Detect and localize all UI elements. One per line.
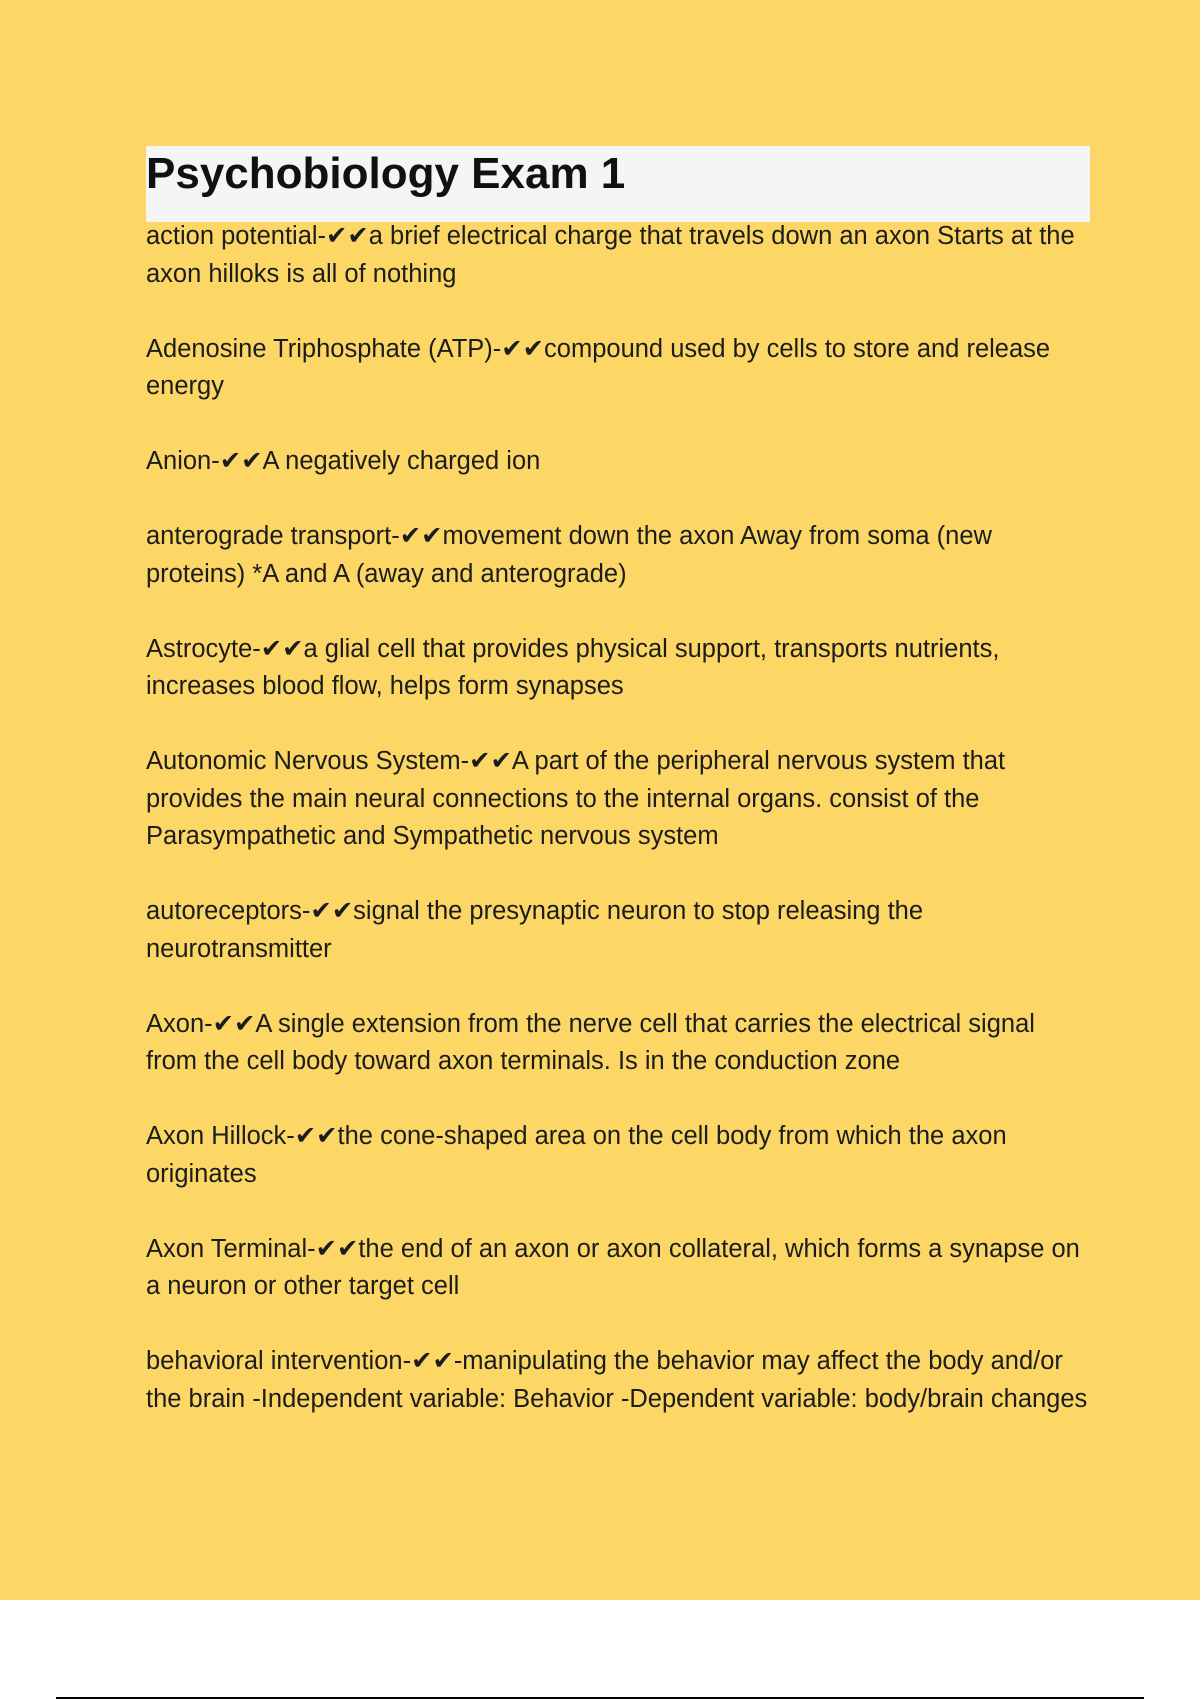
definition: a brief electrical charge that travels down an axon Starts at the axon hilloks is all of nothing — [146, 222, 1075, 288]
list-item — [146, 743, 1090, 856]
list-item — [146, 518, 1090, 593]
list-item — [146, 218, 1090, 293]
list-item — [146, 443, 1090, 481]
term: Autonomic Nervous System- — [146, 747, 470, 775]
term: anterograde transport- — [146, 522, 400, 550]
check-icon: ✔✔ — [501, 334, 545, 363]
list-item — [146, 631, 1090, 706]
term: Anion- — [146, 447, 220, 475]
definition: signal the presynaptic neuron to stop releasing the neurotransmitter — [146, 897, 924, 963]
term: Adenosine Triphosphate (ATP)- — [146, 334, 502, 363]
list-item — [146, 1006, 1090, 1081]
definition: -manipulating the behavior may affect the body and/or the brain -Independent variable: Behavior -Dependent variable: body/brain changes — [146, 1347, 1088, 1413]
flashcard-list — [146, 218, 1090, 1418]
definition: A part of the peripheral nervous system that provides the main neural connections to the internal organs. consist of the Parasympathetic and Sympathetic nervous system — [146, 747, 1006, 850]
definition: movement down the axon Away from soma (new proteins) *A and A (away and anterograde) — [146, 522, 992, 588]
term: Axon Hillock- — [146, 1122, 295, 1150]
list-item — [146, 893, 1090, 968]
definition: a glial cell that provides physical support, transports nutrients, increases blood flow, helps form synapses — [146, 634, 1000, 700]
definition: compound used by cells to store and release energy — [146, 334, 1051, 400]
term: action potential- — [146, 222, 327, 250]
footer-divider — [56, 1697, 1144, 1699]
check-icon: ✔✔ — [326, 222, 369, 250]
check-icon: ✔✔ — [212, 1009, 256, 1038]
check-icon: ✔✔ — [260, 634, 304, 663]
check-icon: ✔✔ — [411, 1347, 454, 1375]
check-icon: ✔✔ — [399, 522, 443, 550]
check-icon: ✔✔ — [310, 897, 354, 925]
check-icon: ✔✔ — [219, 447, 263, 475]
definition: A negatively charged ion — [262, 447, 541, 475]
list-item — [146, 331, 1090, 406]
list-item — [146, 1118, 1090, 1193]
check-icon: ✔✔ — [469, 747, 512, 775]
term: behavioral intervention- — [146, 1347, 412, 1375]
definition: the cone-shaped area on the cell body from which the axon originates — [146, 1122, 1007, 1188]
term: Astrocyte- — [146, 634, 261, 663]
document-title: Psychobiology Exam 1 — [146, 149, 626, 198]
list-item — [146, 1343, 1090, 1418]
list-item — [146, 1231, 1090, 1306]
term: Axon Terminal- — [146, 1234, 316, 1263]
check-icon: ✔✔ — [315, 1234, 359, 1263]
definition: the end of an axon or axon collateral, which forms a synapse on a neuron or other target cell — [146, 1234, 1080, 1300]
term: autoreceptors- — [146, 897, 311, 925]
term: Axon- — [146, 1009, 213, 1038]
definition: A single extension from the nerve cell that carries the electrical signal from the cell body toward axon terminals. Is in the conduction zone — [146, 1009, 1035, 1075]
check-icon: ✔✔ — [294, 1122, 338, 1150]
